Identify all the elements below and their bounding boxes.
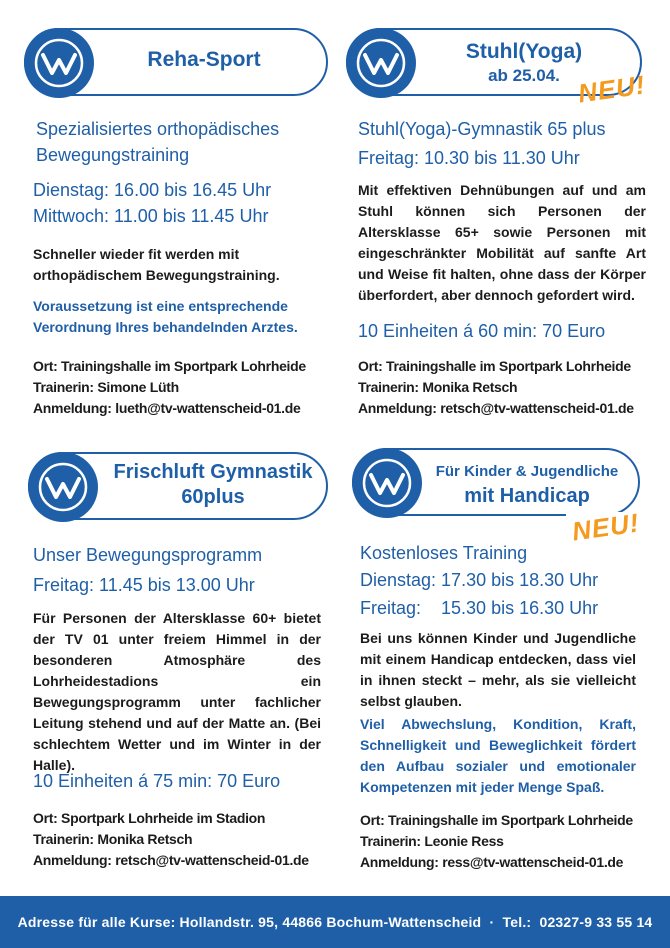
kinder-ort: Ort: Trainingshalle im Sportpark Lohrheide	[360, 812, 633, 828]
frischluft-time: Freitag: 11.45 bis 13.00 Uhr	[33, 575, 255, 595]
frischluft-anmeldung: Anmeldung: retsch@tv-wattenscheid-01.de	[33, 852, 309, 868]
frischluft-title: Frischluft Gymnastik 60plus	[113, 461, 313, 508]
rehasport-description: Schneller wieder fit werden mit orthopädischem Bewegungstraining.	[33, 246, 280, 283]
stuhl-time: Freitag: 10.30 bis 11.30 Uhr	[358, 148, 580, 168]
kinder-contact	[360, 810, 633, 873]
tv-logo-icon	[24, 28, 94, 98]
kinder-heading: Kostenloses Training	[360, 543, 528, 563]
kinder-anmeldung: Anmeldung: ress@tv-wattenscheid-01.de	[360, 854, 624, 870]
frischluft-contact	[33, 808, 309, 871]
tv-logo-icon	[28, 452, 98, 522]
kinder-note: Viel Abwechslung, Kondition, Kraft, Schnelligkeit und Beweglichkeit fördert den Aufbau sozialer und emotionaler Kompetenzen mit jeder Menge Spaß.	[360, 716, 636, 795]
stuhl-trainer: Trainerin: Monika Retsch	[358, 379, 518, 395]
neu-badge: NEU!	[570, 507, 642, 547]
frischluft-ort: Ort: Sportpark Lohrheide im Stadion	[33, 810, 266, 826]
kinder-times: Dienstag: 17.30 bis 18.30 Uhr Freitag: 15.30 bis 16.30 Uhr	[360, 570, 599, 618]
stuhl-description: Mit effektiven Dehnübungen auf und am Stuhl können sich Personen der Altersklasse 65+ sowie Personen mit eingeschränkter Mobilität auf sanfte Art und Weise fit halten, ohne dass der Körper überfordert, aber dennoch gefordert wird.	[358, 182, 646, 303]
frischluft-heading: Unser Bewegungsprogramm	[33, 545, 263, 565]
kinder-description: Bei uns können Kinder und Jugendliche mit einem Handicap entdecken, dass viel in ihnen steckt – mehr, als sie vielleicht selbst glauben.	[360, 630, 636, 709]
rehasport-ort: Ort: Trainingshalle im Sportpark Lohrheide	[33, 358, 306, 374]
stuhl-anmeldung: Anmeldung: retsch@tv-wattenscheid-01.de	[358, 400, 634, 416]
frischluft-trainer: Trainerin: Monika Retsch	[33, 831, 193, 847]
stuhl-price: 10 Einheiten á 60 min: 70 Euro	[358, 321, 606, 341]
kinder-trainer: Trainerin: Leonie Ress	[360, 833, 504, 849]
rehasport-title: Reha-Sport	[147, 48, 261, 71]
rehasport-times: Dienstag: 16.00 bis 16.45 Uhr Mittwoch: 11.00 bis 11.45 Uhr	[33, 180, 272, 226]
rehasport-contact	[33, 356, 306, 419]
footer-address-bar	[0, 896, 670, 948]
rehasport-anmeldung: Anmeldung: lueth@tv-wattenscheid-01.de	[33, 400, 301, 416]
rehasport-heading: Spezialisiertes orthopädisches Bewegungstraining	[36, 119, 280, 165]
neu-badge: NEU!	[576, 69, 648, 109]
rehasport-trainer: Trainerin: Simone Lüth	[33, 379, 179, 395]
stuhl-title: Stuhl(Yoga) ab 25.04.	[465, 40, 583, 85]
frischluft-description: Für Personen der Altersklasse 60+ bietet der TV 01 unter freiem Himmel in der besonderen Atmosphäre des Lohrheidestadions ein Bewegungsprogramm unter fachlicher Leitung stehend und auf der Matte an. (Bei schlechtem Wetter und im Winter in der Halle).	[33, 610, 321, 773]
kinder-title: Für Kinder & Jugendliche mit Handicap	[435, 463, 619, 507]
frischluft-price: 10 Einheiten á 75 min: 70 Euro	[33, 771, 281, 791]
rehasport-note: Voraussetzung ist eine entsprechende Verordnung Ihres behandelnden Arztes.	[33, 298, 298, 335]
footer-address: Adresse für alle Kurse: Hollandstr. 95, 44866 Bochum-Wattenscheid · Tel.: 02327-9 33 55 14	[17, 914, 653, 930]
stuhl-heading: Stuhl(Yoga)-Gymnastik 65 plus	[358, 119, 606, 139]
tv-logo-icon	[346, 28, 416, 98]
tv-logo-icon	[352, 448, 422, 518]
stuhl-ort: Ort: Trainingshalle im Sportpark Lohrheide	[358, 358, 631, 374]
stuhl-contact	[358, 356, 634, 419]
